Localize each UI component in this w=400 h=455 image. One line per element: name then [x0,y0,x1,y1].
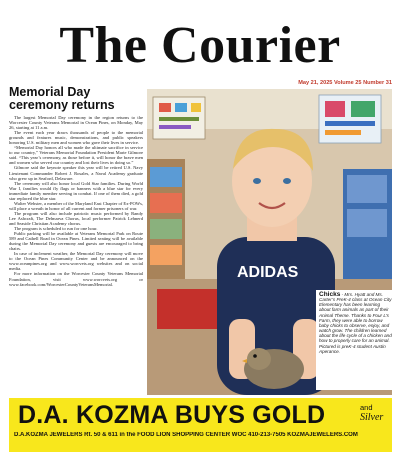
caption-text: - Mrs. Hyatt and Ms. Carter’s PreK-4 class at Ocean City Elementary has been learning about farm animals as part of their Animal Theme. Thanks to Four L’s Farm, they were able to borrow baby chicks to observe, enjoy, and watch grow. The children learned about the life cycle of a chicken and how to properly care for an animal. Pictured is preK-4 student Austin Aperance. [319,292,392,354]
masthead-title: The Courier [59,17,341,74]
article-paragraph: The largest Memorial Day ceremony in the region returns to the Worcester County Veterans Memorial in Ocean Pines, on Monday, May 26, starting at 11 a.m. [9,115,143,131]
article-paragraph: The ceremony will also honor local Gold Star families. During World War I, families would fly flags or banners with a blue star for every immediate family member serving in combat. If one of them died, a gold star replaced the blue star. [9,180,143,201]
article-paragraph: “Memorial Day honors all who made the ultimate sacrifice in service to our country,” Veterans Memorial Foundation President Marie Gilmore said. “This year’s ceremony, as those before it, will honor the brave men and women who served our country and lost their lives in doing so.” [9,145,143,166]
article-paragraph: The program is scheduled to run for one hour. [14,226,98,232]
caption-lead: Chicks [319,291,341,298]
ad-headline: D.A. KOZMA BUYS GOLD [18,401,326,429]
article-paragraph: Walter Webster, a member of the Maryland East Chapter of Ex-POWs, will place a wreath in honor of all current and former prisoners of war. [9,200,143,211]
article-paragraph: The event each year draws thousands of people to the memorial grounds and features music, demonstrations, and public speakers honoring U.S. military men and women who gave their lives in service. [9,130,143,146]
ad-footer-text: D.A.KOZMA JEWELERS Rt. 50 & 611 in the FOOD LION SHOPPING CENTER WOC 410-213-7505 KOZMAJEWELERS.COM [14,432,358,438]
ad-silver-text: Silver [360,412,384,423]
article-paragraph: For more information on the Worcester County Veterans Memorial Foundation, visit www.worcvets.org or www.facebook.com/WorcesterCountyVeteransMemorial. [9,271,143,287]
article-body [9,115,143,400]
article-paragraph: The program will also include patriotic music performed by Randy Lee Ashcraft, The Delmarva Chorus, local performer Patrick Lehnerd and Seaside Christian Academy chorus. [9,210,143,226]
shirt-text: ADIDAS [237,264,299,281]
ad-and-text: and [360,403,373,412]
article-paragraph: Gilmore said the keynote speaker this year will be retired U.S. Navy Lieutenant Commander Robert J. Rosales, a Naval Academy graduate who grew up in Seaford, Delaware. [9,165,143,181]
article-paragraph: In case of inclement weather, the Memorial Day ceremony will move to the Ocean Pines Community Center and be announced on the www.oceanpines.org and www.worcvets.org websites and on social media. [9,251,143,272]
photo-caption [316,290,392,390]
article-paragraph: Public parking will be available at Veterans Memorial Park on Route 589 and Cathell Road in Ocean Pines. Limited seating will be available during the Memorial Day ceremony and guests are encouraged to bring chairs. [9,231,143,252]
article-headline: Memorial Day ceremony returns [9,85,115,112]
issue-dateline: May 21, 2025 Volume 25 Number 31 [298,80,392,86]
